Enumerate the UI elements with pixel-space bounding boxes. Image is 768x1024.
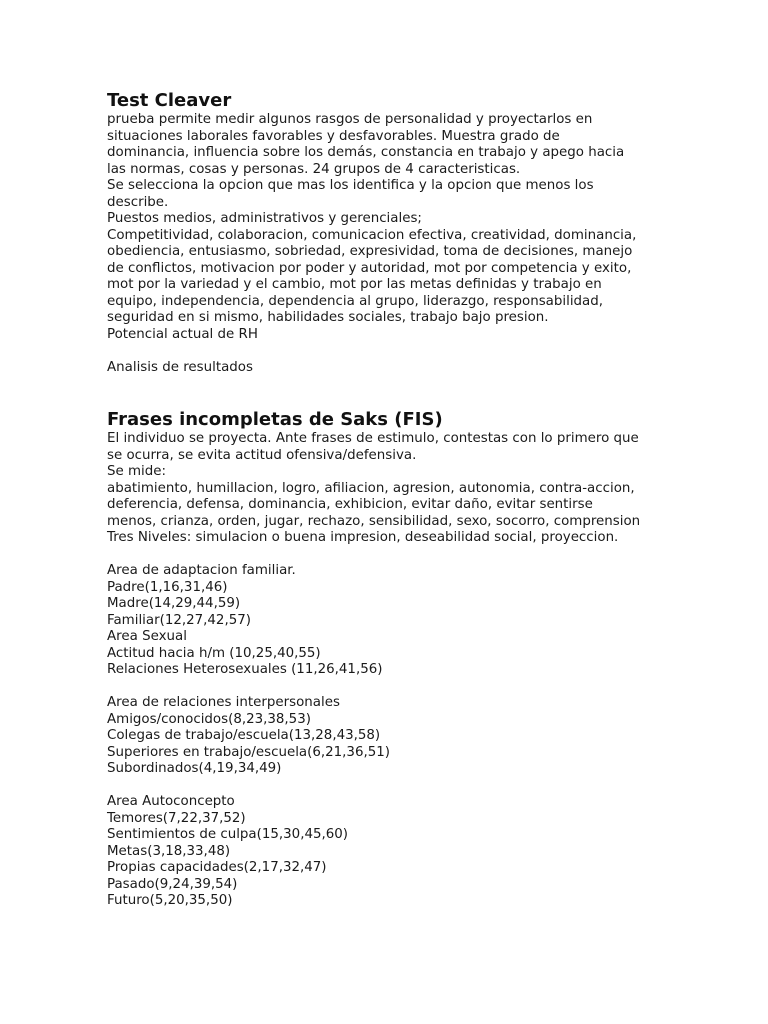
list-item: Superiores en trabajo/escuela(6,21,36,51) — [107, 744, 390, 760]
paragraph-line: las normas, cosas y personas. 24 grupos de 4 caracteristicas. — [107, 161, 521, 177]
spacer — [107, 778, 677, 795]
paragraph-line: situaciones laborales favorables y desfavorables. Muestra grado de — [107, 128, 560, 144]
spacer — [107, 343, 677, 360]
paragraph-line: Se selecciona la opcion que mas los identifica y la opcion que menos los — [107, 178, 594, 193]
list-item: Pasado(9,24,39,54) — [107, 876, 238, 892]
paragraph-line: se ocurra, se evita actitud ofensiva/defensiva. — [107, 447, 417, 463]
list-item: Colegas de trabajo/escuela(13,28,43,58) — [107, 728, 381, 743]
list-heading: Area Sexual — [107, 629, 187, 644]
paragraph-line: deferencia, defensa, dominancia, exhibicion, evitar daño, evitar sentirse — [107, 497, 593, 512]
list-item: Futuro(5,20,35,50) — [107, 893, 233, 908]
spacer — [107, 679, 677, 696]
paragraph-line: Tres Niveles: simulacion o buena impresion, deseabilidad social, proyeccion. — [107, 530, 619, 545]
paragraph-line: equipo, independencia, dependencia al grupo, liderazgo, responsabilidad, — [107, 293, 603, 309]
paragraph-line: dominancia, influencia sobre los demás, constancia en trabajo y apego hacia — [107, 145, 625, 160]
paragraph-line: Competitividad, colaboracion, comunicacion efectiva, creatividad, dominancia, — [107, 227, 637, 243]
paragraph-line: Potencial actual de RH — [107, 326, 258, 342]
list-item: Sentimientos de culpa(15,30,45,60) — [107, 827, 349, 842]
paragraph-line: menos, crianza, orden, jugar, rechazo, sensibilidad, sexo, socorro, comprension — [107, 513, 641, 529]
paragraph-line: describe. — [107, 194, 169, 210]
list-item: Propias capacidades(2,17,32,47) — [107, 860, 327, 875]
list-item: Metas(3,18,33,48) — [107, 843, 231, 859]
list-item: Padre(1,16,31,46) — [107, 579, 228, 595]
list-item: Amigos/conocidos(8,23,38,53) — [107, 711, 311, 727]
section-title-test-cleaver: Test Cleaver — [107, 90, 232, 111]
paragraph-line: mot por la variedad y el cambio, mot por las metas definidas y trabajo en — [107, 277, 602, 292]
section-title-saks: Frases incompletas de Saks (FIS) — [107, 409, 443, 430]
paragraph-line: de conflictos, motivacion por poder y autoridad, mot por competencia y exito, — [107, 260, 632, 276]
paragraph-line: Puestos medios, administrativos y gerenciales; — [107, 211, 422, 226]
paragraph-line: obediencia, entusiasmo, sobriedad, expresividad, toma de decisiones, manejo — [107, 244, 633, 259]
paragraph-line: Se mide: — [107, 464, 167, 479]
document-page — [107, 90, 677, 910]
paragraph-line: prueba permite medir algunos rasgos de personalidad y proyectarlos en — [107, 112, 593, 127]
list-item: Relaciones Heterosexuales (11,26,41,56) — [107, 662, 383, 677]
list-heading: Area de relaciones interpersonales — [107, 695, 340, 710]
list-heading: Area de adaptacion familiar. — [107, 563, 296, 578]
list-item: Familiar(12,27,42,57) — [107, 612, 251, 628]
spacer — [107, 547, 677, 564]
list-heading: Area Autoconcepto — [107, 794, 235, 809]
spacer — [107, 376, 677, 409]
list-item: Actitud hacia h/m (10,25,40,55) — [107, 645, 321, 661]
list-item: Subordinados(4,19,34,49) — [107, 761, 282, 776]
list-item: Temores(7,22,37,52) — [107, 810, 246, 826]
paragraph-line: El individuo se proyecta. Ante frases de estimulo, contestas con lo primero que — [107, 431, 639, 446]
list-item: Madre(14,29,44,59) — [107, 596, 241, 611]
paragraph-line: abatimiento, humillacion, logro, afiliacion, agresion, autonomia, contra-accion, — [107, 480, 635, 496]
results-analysis-line: Analisis de resultados — [107, 359, 253, 375]
paragraph-line: seguridad en si mismo, habilidades sociales, trabajo bajo presion. — [107, 310, 549, 325]
